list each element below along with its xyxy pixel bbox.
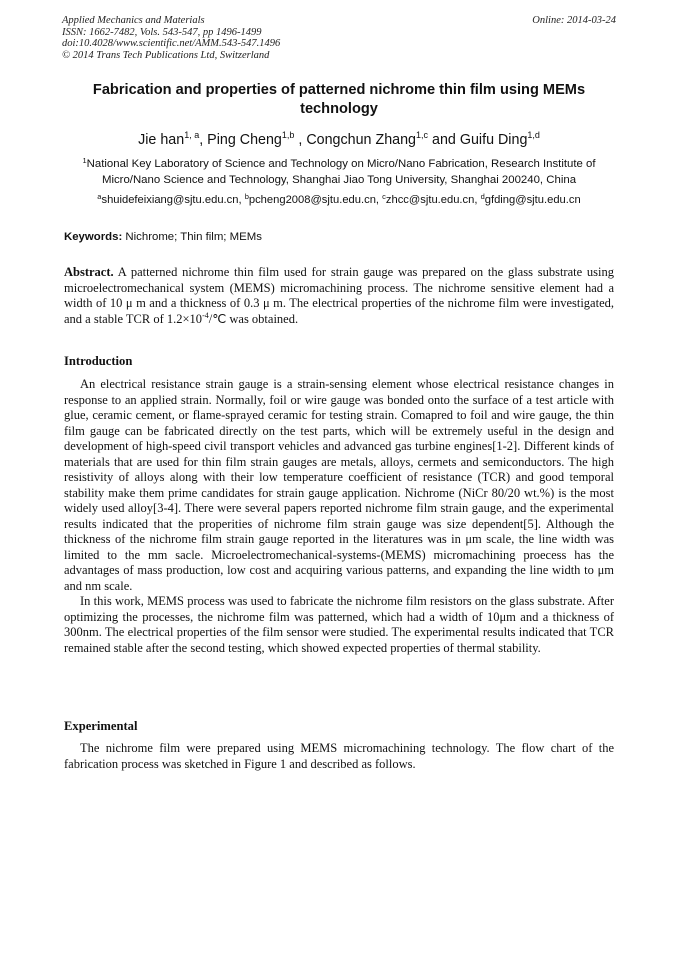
email-link[interactable]: zhcc@sjtu.edu.cn — [385, 194, 475, 206]
abstract-text-end: /℃ was obtained. — [208, 311, 299, 326]
copyright-line: © 2014 Trans Tech Publications Ltd, Switzerland — [62, 49, 270, 61]
email-link[interactable]: gfding@sjtu.edu.cn — [484, 194, 581, 206]
doi-line[interactable]: doi:10.4028/www.scientific.net/AMM.543-547.1496 — [62, 38, 281, 49]
email-link[interactable]: pcheng2008@sjtu.edu.cn — [248, 194, 376, 206]
paragraph: In this work, MEMS process was used to fabricate the nichrome film resistors on the glass substrate. After optimizing the processes, the nichrome film was patterned, which had a width of 10μm and a thickness of 300nm. The electrical properties of the film sensor were studied. The experimental results indicated that TCR remained stable after the second testing, which showed expected properties of thermal stability. — [64, 594, 614, 655]
author-name: Ping Cheng — [207, 132, 282, 148]
keywords-label: Keywords: — [64, 231, 123, 243]
introduction-heading: Introduction — [64, 354, 133, 368]
author-name: Congchun Zhang — [306, 132, 417, 148]
email-sup: a — [97, 192, 102, 201]
author-name: Jie han — [138, 132, 185, 148]
paragraph: An electrical resistance strain gauge is a strain-sensing element whose electrical resistance changes in response to an applied strain. Normally, foil or wire gauge was bonded onto the surface of a test article with glue, ceramic cement, or flame-sprayed ceramic for testing strain. Comapred to foil and wire gauge, the thin film gauge can be fabricated directly on the test parts, which will be extremely useful in the design and development of high-speed civil transport vehicles and advanced gas turbine engines[1-2]. Different kinds of materials that are used for thin film strain gauges are metals, alloys, cermets and semiconductors. The high resistivity of alloys along with their low temperature coefficient of resistance (TCR) and good temporal stability make them prime candidates for strain gauge application. Nichrome (NiCr 80/20 wt.%) is the most widely used alloy[3-4]. There were several papers reported nichrome film strain gauge, and the experimental results indicated that the properities of nichrome film strain gauge was size dependent[5]. Although the thickness of the nichrome film strain gauge reported in the literatures was in μm scale, the line width was limited to the mm sacle. Microelectromechanical-systems-(MEMS) micromachining proecess has the advantages of mass production, low cost and acquiring various patterns, and expanding the line width to μm and nm scale. — [64, 377, 614, 593]
abstract-text: A patterned nichrome thin film used for strain gauge was prepared on the glass substrate using microelectromechanical system (MEMS) micromachining process. The nichrome sensitive element had a width of 10 μ m and a thickness of 0.3 μ m. The electrical properties of the nichrome film were investigated, and a stable TCR of 1.2×10 — [64, 265, 614, 326]
email-sup: d — [480, 192, 485, 201]
email-sup: c — [382, 192, 386, 201]
author-sup: 1,b — [281, 130, 295, 140]
author-sup: 1, a — [184, 130, 200, 140]
email-link[interactable]: shuidefeixiang@sjtu.edu.cn — [101, 194, 239, 206]
experimental-heading: Experimental — [64, 719, 138, 733]
affiliation — [62, 156, 616, 188]
author-sup: 1,c — [416, 130, 429, 140]
keywords — [64, 230, 614, 245]
affiliation-text: National Key Laboratory of Science and Technology on Micro/Nano Fabrication, Research Institute of Micro/Nano Science and Technology, Shanghai Jiao Tong University, Shanghai 200240, China — [86, 158, 596, 186]
affiliation-sup: 1 — [82, 156, 87, 165]
online-date: Online: 2014-03-24 — [532, 15, 616, 26]
issn-line: ISSN: 1662-7482, Vols. 543-547, pp 1496-1499 — [62, 26, 262, 38]
journal-header — [62, 15, 616, 61]
author-sup: 1,d — [527, 130, 540, 140]
email-sup: b — [244, 192, 249, 201]
introduction-body — [64, 377, 614, 656]
keywords-text: Nichrome; Thin film; MEMs — [125, 231, 262, 243]
abstract-label: Abstract. — [64, 265, 114, 279]
paragraph: The nichrome film were prepared using MEMS micromachining technology. The flow chart of the fabrication process was sketched in Figure 1 and described as follows. — [64, 741, 614, 771]
journal-name: Applied Mechanics and Materials — [62, 15, 205, 26]
abstract — [64, 265, 614, 327]
experimental-body — [64, 741, 614, 772]
author-name: Guifu Ding — [459, 132, 528, 148]
paper-title: Fabrication and properties of patterned nichrome thin film using MEMs technology — [92, 82, 586, 117]
email-list: $^a$shuidefeixiang@sjtu.edu.cn, $^b$pcheng2008@sjtu.edu.cn, $^c$zhcc@sjtu.edu.cn, $^d$gfding@sjtu.edu.cn — [97, 192, 581, 206]
abstract-sup: -4 — [202, 310, 209, 320]
author-list: Jie han$^{1, a}$, Ping Cheng$^{1,b}$ , Congchun Zhang$^{1,c}$ and Guifu Ding$^{1,d}$ — [138, 130, 540, 148]
